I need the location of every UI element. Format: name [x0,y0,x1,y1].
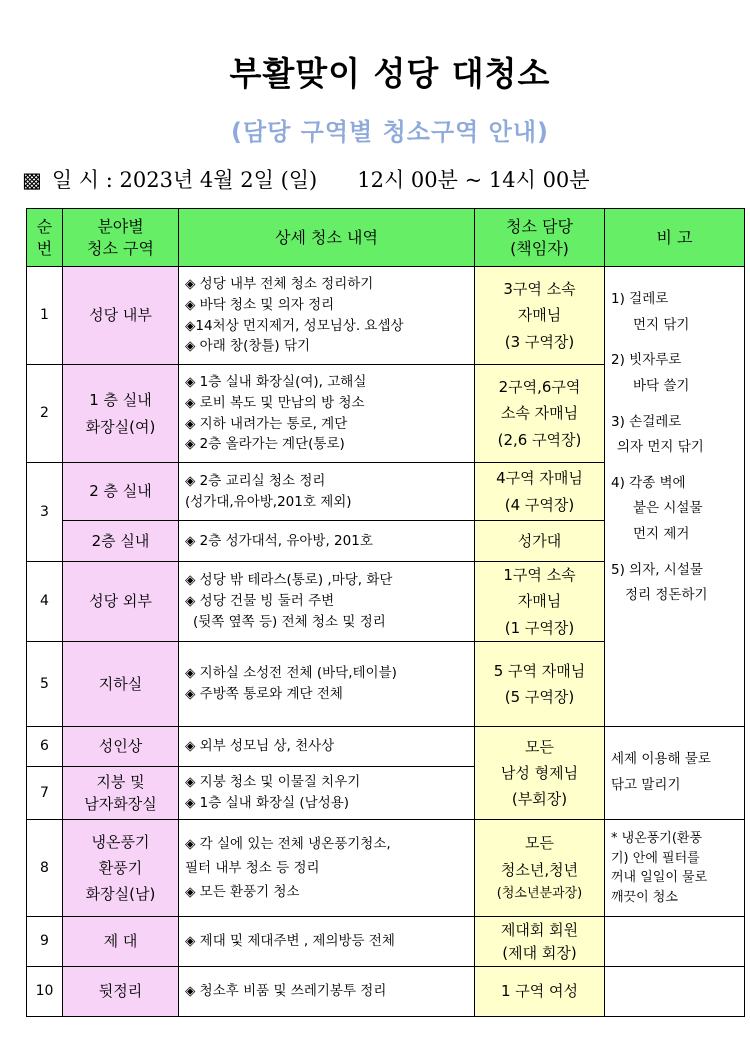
table-row [27,727,745,767]
checkered-box-icon: ▩ [22,168,42,192]
schedule-time: 12시 00분 ~ 14시 00분 [357,168,590,192]
row-owner: 성가대 [475,521,605,562]
row-owner: 3구역 소속 자매님 (3 구역장) [475,267,605,365]
row-no: 3 [27,463,63,562]
row-no: 7 [27,767,63,820]
row-area: 뒷정리 [63,967,179,1017]
row-area: 지붕 및 남자화장실 [63,767,179,820]
table-header-row [27,209,745,267]
row-owner: 4구역 자매님 (4 구역장) [475,463,605,521]
table-row [27,917,745,967]
header-owner: 청소 담당 (책임자) [475,209,605,267]
row-detail: ◈ 1층 실내 화장실(여), 고해실 ◈ 로비 복도 및 만남의 방 청소 ◈ 지하 내려가는 통로, 계단 ◈ 2층 올라가는 계단(통로) [179,365,475,463]
page-title: 부활맞이 성당 대청소 [229,54,551,93]
row-area: 1 층 실내 화장실(여) [63,365,179,463]
row-area: 2층 실내 [63,521,179,562]
schedule-date: 일 시 : 2023년 4월 2일 (일) [51,168,318,192]
row-owner: 모든 청소년,청년 (청소년분과장) [475,820,605,917]
row-no: 1 [27,267,63,365]
row-area: 성당 외부 [63,562,179,642]
row-no: 2 [27,365,63,463]
row-detail: ◈ 2층 교리실 청소 정리 (성가대,유아방,201호 제외) [179,463,475,521]
header-note: 비 고 [605,209,745,267]
table-row [27,820,745,917]
general-notes: 1) 걸레로 먼지 닦기 2) 빗자루로 바닥 쓸기 3) 손걸레로 의자 먼지 닦기 4) 각종 벽에 붙은 시설물 먼지 제거 5) 의자, 시설물 정리 정돈하기 [605,267,745,727]
row-detail: ◈ 2층 성가대석, 유아방, 201호 [179,521,475,562]
header-no: 순 번 [27,209,63,267]
row-no: 5 [27,642,63,727]
notes-row-8: * 냉온풍기(환풍 기) 안에 필터를 꺼내 일일이 물로 깨끗이 청소 [605,820,745,917]
row-owner: 1 구역 여성 [475,967,605,1017]
row-area: 지하실 [63,642,179,727]
row-area: 성인상 [63,727,179,767]
row-detail: ◈ 각 실에 있는 전체 냉온풍기청소, 필터 내부 청소 등 정리 ◈ 모든 환풍기 청소 [179,820,475,917]
row-owner: 제대회 회원 (제대 회장) [475,917,605,967]
row-no: 8 [27,820,63,917]
row-detail: ◈ 지붕 청소 및 이물질 치우기 ◈ 1층 실내 화장실 (남성용) [179,767,475,820]
row-owner: 1구역 소속 자매님 (1 구역장) [475,562,605,642]
row-detail: ◈ 성당 밖 테라스(통로) ,마당, 화단 ◈ 성당 건물 빙 둘러 주변 (뒷쪽 옆쪽 등) 전체 청소 및 정리 [179,562,475,642]
row-area: 성당 내부 [63,267,179,365]
cleaning-table [26,208,745,1017]
row-detail: ◈ 제대 및 제대주변 , 제의방등 전체 [179,917,475,967]
header-area: 분야별 청소 구역 [63,209,179,267]
row-no: 10 [27,967,63,1017]
row-no: 6 [27,727,63,767]
row-area: 2 층 실내 [63,463,179,521]
table-row [27,267,745,365]
row-area: 냉온풍기 환풍기 화장실(남) [63,820,179,917]
row-area: 제 대 [63,917,179,967]
row-no: 9 [27,917,63,967]
table-row [27,967,745,1017]
row-owner: 모든 남성 형제님 (부회장) [475,727,605,820]
schedule-line [22,164,742,194]
notes-rows-6-7: 세제 이용해 물로 닦고 말리기 [605,727,745,820]
header-detail: 상세 청소 내역 [179,209,475,267]
row-detail: ◈ 외부 성모님 상, 천사상 [179,727,475,767]
row-owner: 2구역,6구역 소속 자매님 (2,6 구역장) [475,365,605,463]
row-detail: ◈ 지하실 소성전 전체 (바닥,테이블) ◈ 주방쪽 통로와 계단 전체 [179,642,475,727]
note-empty [605,967,745,1017]
row-detail: ◈ 성당 내부 전체 청소 정리하기 ◈ 바닥 청소 및 의자 정리 ◈14처상 먼지제거, 성모님상. 요셉상 ◈ 아래 창(창틀) 닦기 [179,267,475,365]
row-detail: ◈ 청소후 비품 및 쓰레기봉투 정리 [179,967,475,1017]
note-empty [605,917,745,967]
page-subtitle: (담당 구역별 청소구역 안내) [230,118,550,146]
row-no: 4 [27,562,63,642]
row-owner: 5 구역 자매님 (5 구역장) [475,642,605,727]
